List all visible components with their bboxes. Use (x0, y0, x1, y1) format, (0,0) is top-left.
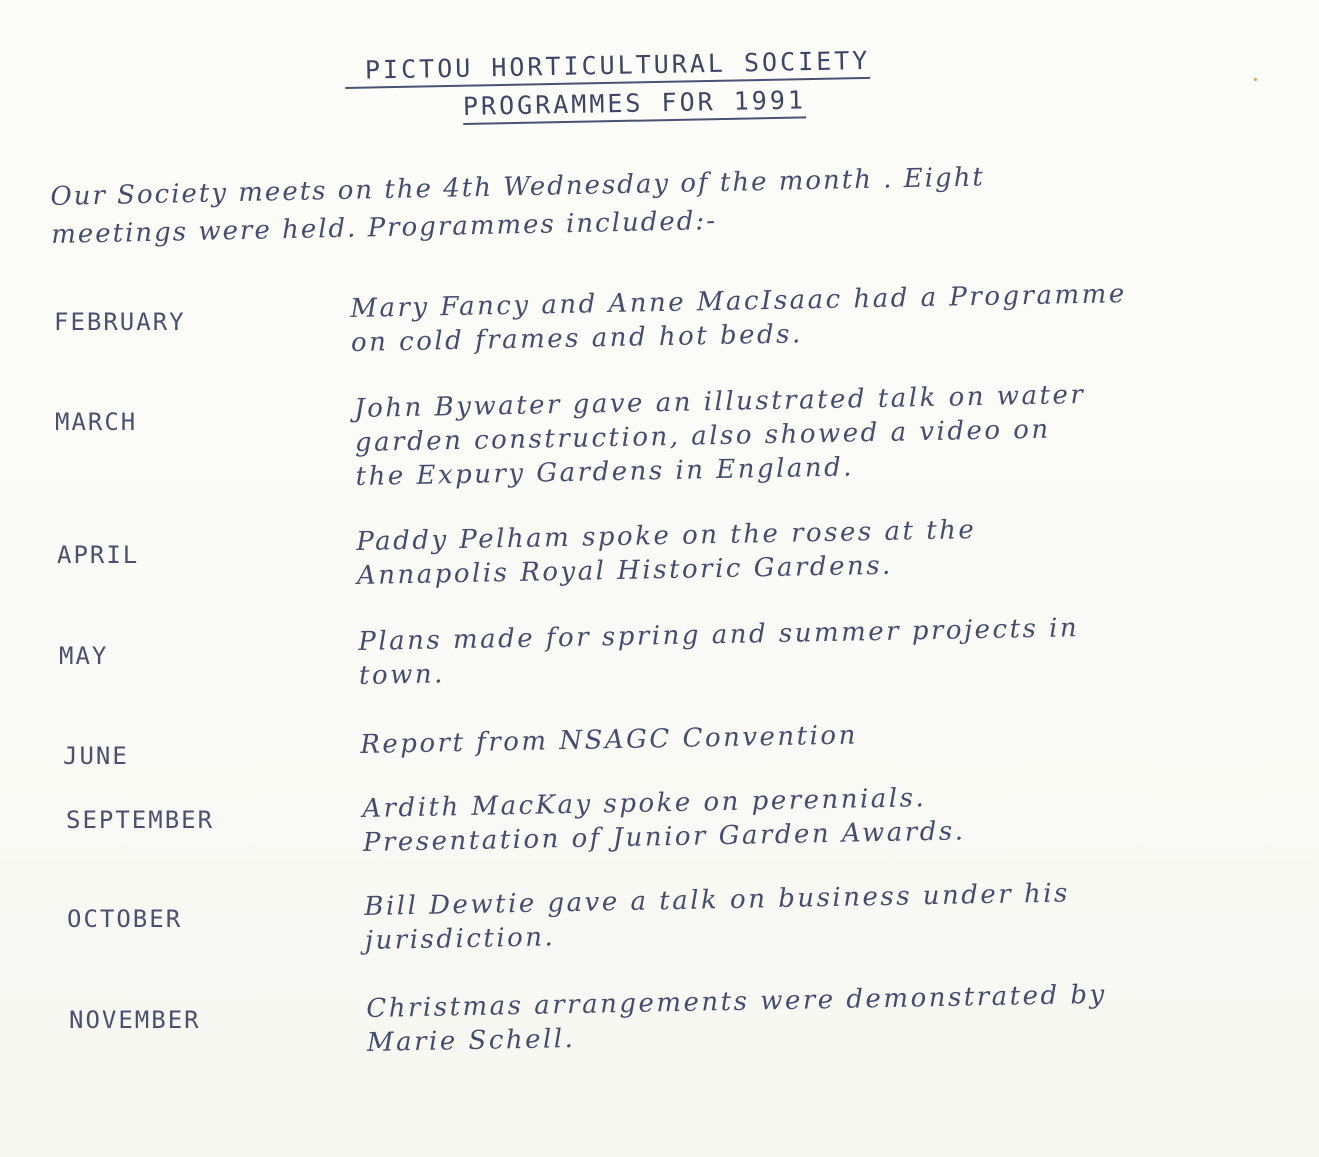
programme-description-may (358, 611, 1080, 693)
description-line: jurisdiction. (364, 922, 556, 956)
description-line: Marie Schell. (366, 1023, 576, 1058)
month-label-october: OCTOBER (67, 905, 183, 933)
month-label-june: JUNE (63, 742, 129, 770)
month-label-september: SEPTEMBER (66, 806, 215, 834)
description-line: Paddy Pelham spoke on the roses at the (356, 515, 977, 557)
description-line: John Bywater gave an illustrated talk on water (354, 379, 1086, 424)
programme-description-october (364, 876, 1071, 958)
description-line: on cold frames and hot beds. (350, 319, 804, 358)
programme-description-february (350, 277, 1128, 360)
programme-description-november (366, 978, 1108, 1060)
programme-description-april (356, 513, 977, 593)
description-line: garden construction, also showed a video on (354, 414, 1051, 458)
description-line: Presentation of Junior Garden Awards. (362, 816, 966, 858)
programme-description-june (360, 718, 858, 762)
description-line: Bill Dewtie gave a talk on business under his (364, 878, 1071, 922)
description-line: Mary Fancy and Anne MacIsaac had a Programme (350, 279, 1127, 324)
description-line: Plans made for spring and summer projects in (358, 613, 1080, 657)
description-line: Ardith MacKay spoke on perennials. (362, 783, 927, 824)
month-label-november: NOVEMBER (69, 1006, 201, 1034)
month-label-march: MARCH (55, 408, 138, 436)
document-subtitle: PROGRAMMES FOR 1991 (463, 85, 807, 125)
intro-paragraph (50, 158, 986, 254)
programme-description-september (362, 780, 966, 860)
intro-line: Our Society meets on the 4th Wednesday of the month . Eight (50, 162, 986, 212)
document-title: PICTOU HORTICULTURAL SOCIETY (345, 46, 871, 89)
programme-description-march (354, 378, 1087, 494)
description-line: Annapolis Royal Historic Gardens. (356, 550, 894, 591)
month-label-april: APRIL (57, 541, 140, 569)
intro-line: meetings were held. Programmes included:- (50, 206, 718, 250)
description-line: the Expury Gardens in England. (355, 452, 855, 492)
description-line: Christmas arrangements were demonstrated by (366, 979, 1107, 1024)
paper-speck (1254, 78, 1257, 81)
month-label-february: FEBRUARY (54, 308, 186, 336)
description-line: Report from NSAGC Convention (360, 720, 859, 760)
month-label-may: MAY (59, 642, 109, 670)
description-line: town. (358, 659, 446, 691)
